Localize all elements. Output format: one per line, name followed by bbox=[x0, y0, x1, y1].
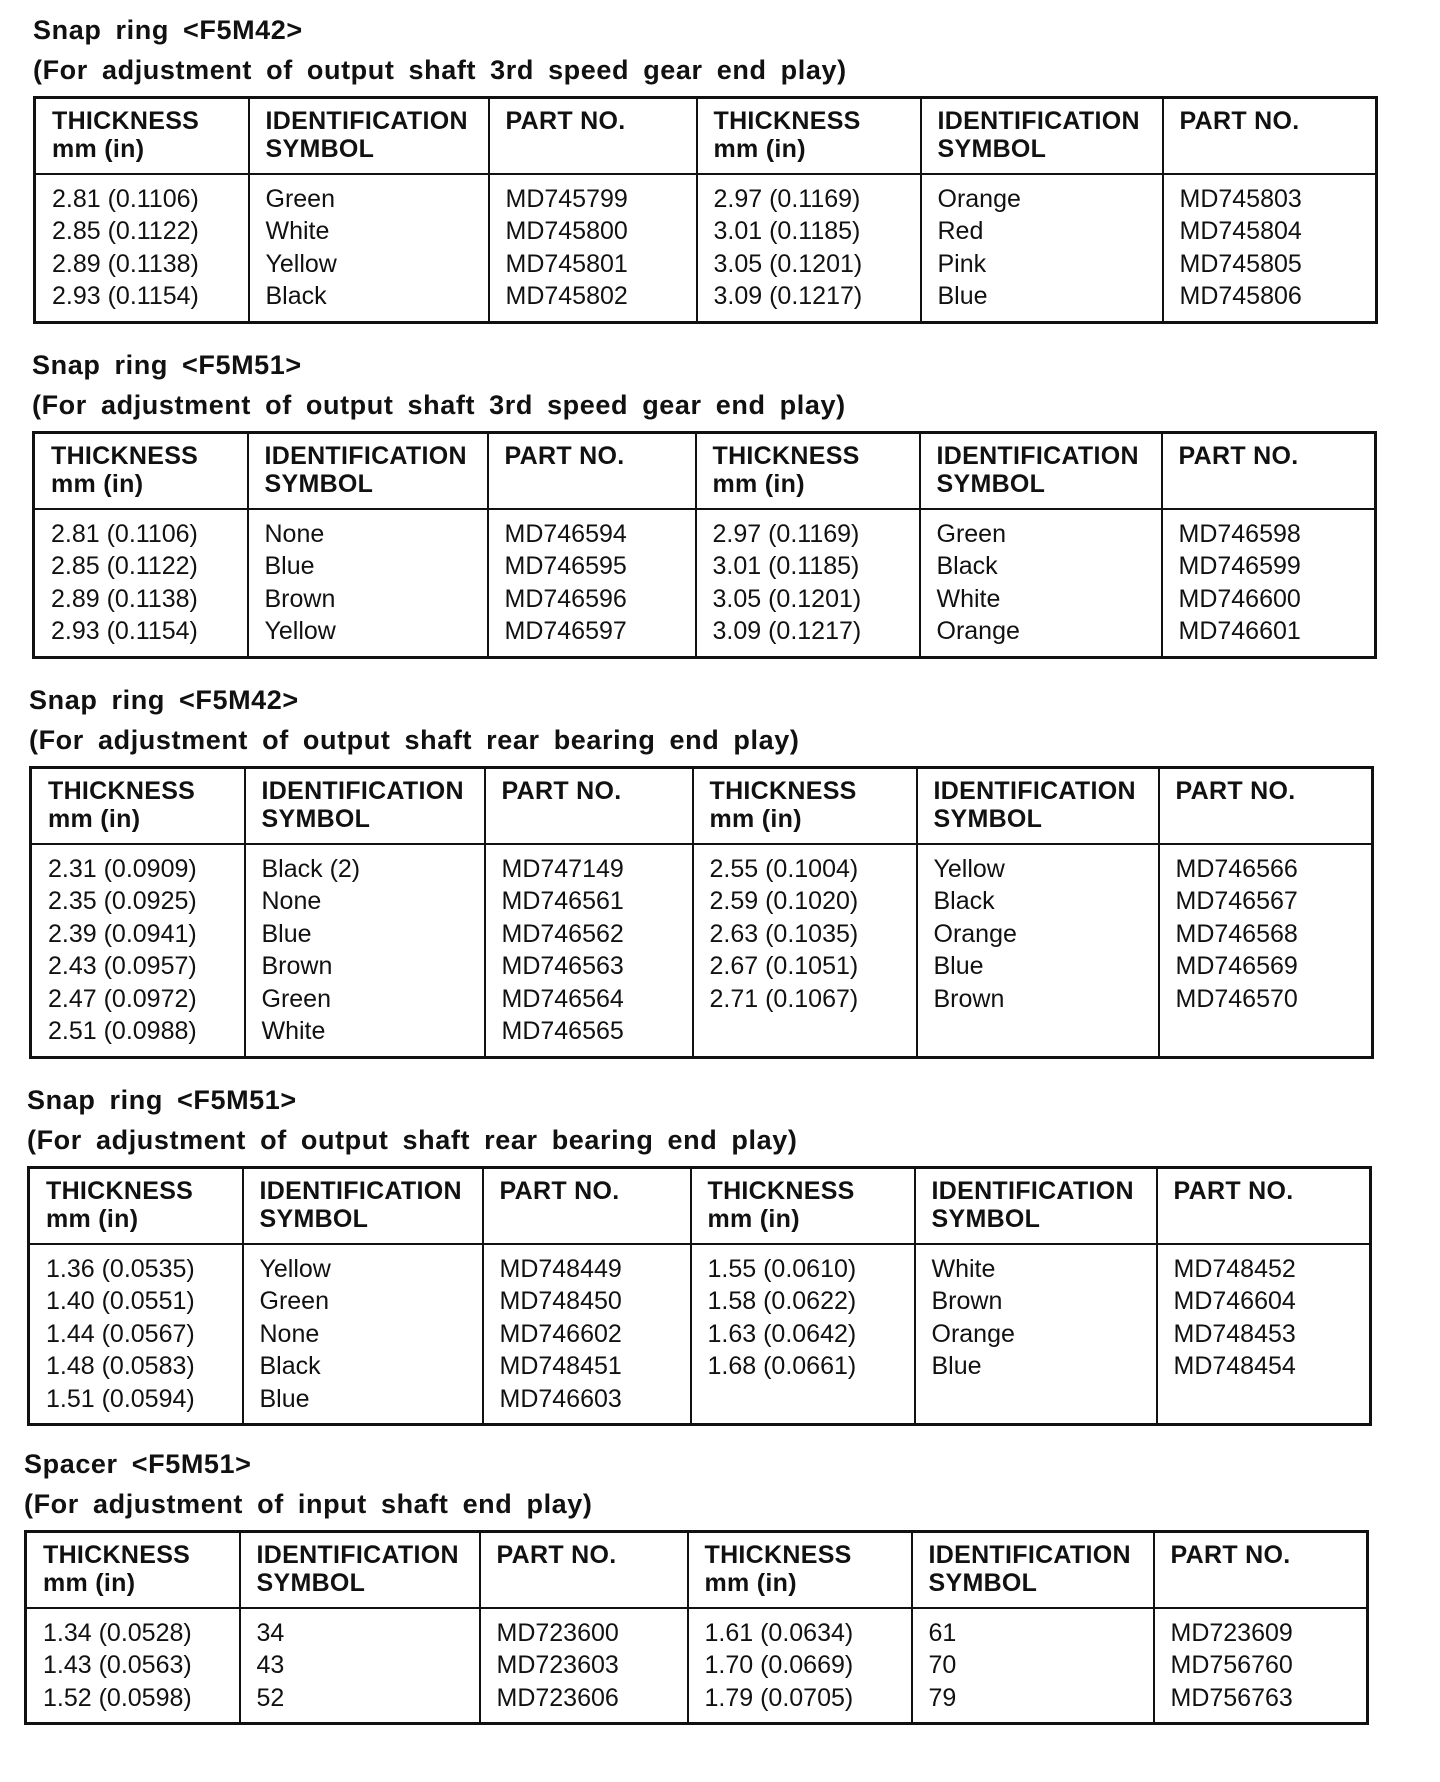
symbol-value: Black bbox=[933, 887, 995, 915]
part-value: MD756760 bbox=[1170, 1651, 1293, 1679]
header-text: IDENTIFICATION bbox=[256, 1541, 459, 1569]
left-symbol-cell bbox=[243, 1244, 483, 1425]
column-header-part-no bbox=[485, 768, 693, 844]
header-text: IDENTIFICATION bbox=[936, 442, 1139, 470]
section-subtitle: (For adjustment of output shaft 3rd speed gear end play) bbox=[32, 390, 846, 420]
header-text: SYMBOL bbox=[928, 1569, 1038, 1597]
header-row bbox=[34, 433, 1376, 509]
section-subtitle: (For adjustment of output shaft rear bearing end play) bbox=[29, 725, 800, 755]
thickness-value: 1.61 (0.0634) bbox=[704, 1618, 854, 1647]
symbol-value: Green bbox=[259, 1287, 329, 1315]
left-symbol-cell bbox=[249, 174, 489, 323]
section-snap-ring-f5m51-3rd-gear bbox=[32, 345, 1377, 659]
thickness-value: 2.47 (0.0972) bbox=[48, 984, 197, 1013]
thickness-value: 2.81 (0.1106) bbox=[52, 184, 199, 213]
header-text: THICKNESS bbox=[52, 107, 200, 135]
part-value: MD723603 bbox=[496, 1651, 619, 1679]
header-text: THICKNESS bbox=[704, 1541, 852, 1569]
column-header-part-no bbox=[489, 98, 697, 174]
thickness-value: 2.55 (0.1004) bbox=[709, 854, 859, 883]
symbol-value: Brown bbox=[931, 1287, 1003, 1315]
column-header-identification-symbol bbox=[240, 1532, 480, 1608]
right-symbol-cell bbox=[920, 509, 1162, 658]
symbol-value: White bbox=[265, 217, 330, 245]
symbol-value: Brown bbox=[261, 952, 333, 980]
thickness-value: 1.63 (0.0642) bbox=[707, 1319, 857, 1348]
column-header-part-no bbox=[1162, 433, 1376, 509]
symbol-value: 34 bbox=[256, 1618, 285, 1647]
left-thickness-cell bbox=[26, 1608, 240, 1724]
symbol-value: Pink bbox=[937, 249, 987, 278]
column-header-thickness bbox=[696, 433, 920, 509]
thickness-value: 1.40 (0.0551) bbox=[46, 1287, 195, 1315]
right-thickness-cell bbox=[693, 844, 917, 1058]
part-value: MD746562 bbox=[501, 919, 624, 948]
left-part-cell bbox=[483, 1244, 691, 1425]
left-thickness-cell bbox=[35, 174, 249, 323]
thickness-value: 3.05 (0.1201) bbox=[712, 584, 862, 613]
thickness-value: 2.85 (0.1122) bbox=[52, 217, 199, 245]
symbol-value: Brown bbox=[264, 584, 336, 613]
column-header-thickness bbox=[34, 433, 248, 509]
spec-table bbox=[33, 96, 1378, 324]
part-value: MD745802 bbox=[505, 282, 628, 310]
part-value: MD745800 bbox=[505, 217, 628, 245]
section-title: Snap ring <F5M51> bbox=[27, 1085, 297, 1115]
column-header-identification-symbol bbox=[917, 768, 1159, 844]
symbol-value: 79 bbox=[928, 1683, 957, 1712]
header-text: IDENTIFICATION bbox=[264, 442, 467, 470]
column-header-part-no bbox=[1154, 1532, 1368, 1608]
section-title: Snap ring <F5M51> bbox=[32, 350, 302, 380]
table-row bbox=[31, 844, 1373, 1058]
symbol-value: 61 bbox=[928, 1618, 957, 1647]
part-value: MD746604 bbox=[1173, 1287, 1296, 1315]
part-value: MD745804 bbox=[1179, 217, 1302, 245]
part-value: MD748454 bbox=[1173, 1352, 1296, 1380]
header-text: SYMBOL bbox=[261, 805, 371, 833]
header-row bbox=[31, 768, 1373, 844]
thickness-value: 2.67 (0.1051) bbox=[709, 952, 859, 980]
thickness-value: 1.79 (0.0705) bbox=[704, 1683, 854, 1712]
thickness-value: 2.43 (0.0957) bbox=[48, 952, 197, 980]
spec-table bbox=[27, 1166, 1372, 1426]
symbol-value: Blue bbox=[931, 1352, 982, 1380]
header-text: IDENTIFICATION bbox=[931, 1177, 1134, 1205]
part-value: MD745799 bbox=[505, 184, 628, 213]
part-value: MD748453 bbox=[1173, 1319, 1296, 1348]
thickness-value: 3.09 (0.1217) bbox=[713, 282, 863, 310]
header-text: THICKNESS bbox=[712, 442, 860, 470]
symbol-value: Orange bbox=[937, 184, 1021, 213]
header-text: IDENTIFICATION bbox=[933, 777, 1136, 805]
header-text: PART NO. bbox=[1170, 1541, 1291, 1569]
part-value: MD746569 bbox=[1175, 952, 1298, 980]
part-value: MD756763 bbox=[1170, 1683, 1293, 1712]
column-header-thickness bbox=[688, 1532, 912, 1608]
thickness-value: 1.68 (0.0661) bbox=[707, 1352, 857, 1380]
column-header-part-no bbox=[1159, 768, 1373, 844]
section-subtitle: (For adjustment of output shaft 3rd speed gear end play) bbox=[33, 55, 847, 85]
spec-table bbox=[29, 766, 1374, 1059]
column-header-thickness bbox=[29, 1168, 243, 1244]
header-text: mm (in) bbox=[43, 1569, 136, 1597]
thickness-value: 1.51 (0.0594) bbox=[46, 1384, 195, 1413]
part-value: MD746567 bbox=[1175, 887, 1298, 915]
symbol-value: Blue bbox=[937, 282, 988, 310]
part-value: MD745801 bbox=[505, 249, 628, 278]
symbol-value: White bbox=[261, 1017, 326, 1045]
thickness-value: 2.97 (0.1169) bbox=[712, 519, 860, 548]
header-text: PART NO. bbox=[1175, 777, 1296, 805]
table-row bbox=[34, 509, 1376, 658]
symbol-value: 43 bbox=[256, 1651, 285, 1679]
symbol-value: Yellow bbox=[933, 854, 1005, 883]
column-header-thickness bbox=[691, 1168, 915, 1244]
right-part-cell bbox=[1162, 509, 1376, 658]
thickness-value: 1.70 (0.0669) bbox=[704, 1651, 854, 1679]
header-text: THICKNESS bbox=[46, 1177, 194, 1205]
part-value: MD745803 bbox=[1179, 184, 1302, 213]
right-part-cell bbox=[1157, 1244, 1371, 1425]
header-text: mm (in) bbox=[713, 135, 806, 163]
thickness-value: 2.63 (0.1035) bbox=[709, 919, 859, 948]
column-header-identification-symbol bbox=[245, 768, 485, 844]
part-value: MD745805 bbox=[1179, 249, 1302, 278]
table-row bbox=[26, 1608, 1368, 1724]
part-value: MD723600 bbox=[496, 1618, 619, 1647]
symbol-value: Brown bbox=[933, 984, 1005, 1013]
part-value: MD746564 bbox=[501, 984, 624, 1013]
symbol-value: None bbox=[259, 1319, 320, 1348]
part-value: MD746603 bbox=[499, 1384, 622, 1413]
section-title: Snap ring <F5M42> bbox=[29, 685, 299, 715]
part-value: MD746599 bbox=[1178, 552, 1301, 580]
section-snap-ring-f5m51-rear-bearing bbox=[27, 1080, 1372, 1426]
part-value: MD723606 bbox=[496, 1683, 619, 1712]
column-header-identification-symbol bbox=[915, 1168, 1157, 1244]
symbol-value: Blue bbox=[259, 1384, 310, 1413]
header-text: mm (in) bbox=[52, 135, 145, 163]
symbol-value: Green bbox=[261, 984, 331, 1013]
left-symbol-cell bbox=[240, 1608, 480, 1724]
part-value: MD745806 bbox=[1179, 282, 1302, 310]
left-thickness-cell bbox=[31, 844, 245, 1058]
left-part-cell bbox=[480, 1608, 688, 1724]
part-value: MD746600 bbox=[1178, 584, 1301, 613]
thickness-value: 1.44 (0.0567) bbox=[46, 1319, 195, 1348]
header-row bbox=[35, 98, 1377, 174]
column-header-thickness bbox=[697, 98, 921, 174]
thickness-value: 1.55 (0.0610) bbox=[707, 1254, 857, 1283]
header-text: mm (in) bbox=[46, 1205, 139, 1233]
part-value: MD746594 bbox=[504, 519, 627, 548]
column-header-identification-symbol bbox=[920, 433, 1162, 509]
thickness-value: 2.31 (0.0909) bbox=[48, 854, 197, 883]
symbol-value: Green bbox=[265, 184, 335, 213]
right-symbol-cell bbox=[912, 1608, 1154, 1724]
part-value: MD748452 bbox=[1173, 1254, 1296, 1283]
symbol-value: Red bbox=[937, 217, 984, 245]
header-text: IDENTIFICATION bbox=[928, 1541, 1131, 1569]
part-value: MD746566 bbox=[1175, 854, 1298, 883]
column-header-part-no bbox=[1157, 1168, 1371, 1244]
part-value: MD746602 bbox=[499, 1319, 622, 1348]
right-symbol-cell bbox=[917, 844, 1159, 1058]
left-thickness-cell bbox=[34, 509, 248, 658]
thickness-value: 2.39 (0.0941) bbox=[48, 919, 197, 948]
header-text: THICKNESS bbox=[707, 1177, 855, 1205]
right-symbol-cell bbox=[921, 174, 1163, 323]
header-text: THICKNESS bbox=[709, 777, 857, 805]
header-text: PART NO. bbox=[499, 1177, 620, 1205]
part-value: MD746568 bbox=[1175, 919, 1298, 948]
column-header-part-no bbox=[488, 433, 696, 509]
section-title: Snap ring <F5M42> bbox=[33, 15, 303, 45]
section-snap-ring-f5m42-3rd-gear bbox=[33, 10, 1378, 324]
thickness-value: 1.48 (0.0583) bbox=[46, 1352, 195, 1380]
part-value: MD747149 bbox=[501, 854, 624, 883]
column-header-identification-symbol bbox=[243, 1168, 483, 1244]
thickness-value: 1.36 (0.0535) bbox=[46, 1254, 195, 1283]
header-text: mm (in) bbox=[48, 805, 141, 833]
right-part-cell bbox=[1154, 1608, 1368, 1724]
symbol-value: None bbox=[264, 519, 325, 548]
thickness-value: 3.01 (0.1185) bbox=[712, 552, 860, 580]
section-subtitle: (For adjustment of input shaft end play) bbox=[24, 1489, 593, 1519]
symbol-value: Black (2) bbox=[261, 854, 361, 883]
thickness-value: 2.85 (0.1122) bbox=[51, 552, 198, 580]
left-part-cell bbox=[485, 844, 693, 1058]
header-text: THICKNESS bbox=[43, 1541, 191, 1569]
symbol-value: White bbox=[936, 584, 1001, 613]
symbol-value: Blue bbox=[261, 919, 312, 948]
header-text: SYMBOL bbox=[256, 1569, 366, 1597]
symbol-value: 52 bbox=[256, 1683, 285, 1712]
part-value: MD746597 bbox=[504, 617, 627, 645]
part-value: MD748451 bbox=[499, 1352, 622, 1380]
spec-table bbox=[24, 1530, 1369, 1725]
part-value: MD746596 bbox=[504, 584, 627, 613]
column-header-part-no bbox=[1163, 98, 1377, 174]
part-value: MD746601 bbox=[1178, 617, 1301, 645]
thickness-value: 2.71 (0.1067) bbox=[709, 984, 859, 1013]
header-text: THICKNESS bbox=[51, 442, 199, 470]
right-thickness-cell bbox=[688, 1608, 912, 1724]
header-text: PART NO. bbox=[1179, 107, 1300, 135]
header-text: PART NO. bbox=[501, 777, 622, 805]
part-value: MD748450 bbox=[499, 1287, 622, 1315]
header-text: PART NO. bbox=[1178, 442, 1299, 470]
symbol-value: Blue bbox=[933, 952, 984, 980]
spec-table bbox=[32, 431, 1377, 659]
symbol-value: Black bbox=[265, 282, 327, 310]
part-value: MD723609 bbox=[1170, 1618, 1293, 1647]
header-text: SYMBOL bbox=[259, 1205, 369, 1233]
section-title: Spacer <F5M51> bbox=[24, 1449, 252, 1479]
symbol-value: Yellow bbox=[264, 617, 336, 645]
symbol-value: Yellow bbox=[265, 249, 337, 278]
table-row bbox=[29, 1244, 1371, 1425]
header-text: mm (in) bbox=[704, 1569, 797, 1597]
header-text: PART NO. bbox=[1173, 1177, 1294, 1205]
part-value: MD746595 bbox=[504, 552, 627, 580]
right-part-cell bbox=[1163, 174, 1377, 323]
part-value: MD746563 bbox=[501, 952, 624, 980]
thickness-value: 1.34 (0.0528) bbox=[43, 1618, 192, 1647]
header-text: SYMBOL bbox=[933, 805, 1043, 833]
thickness-value: 2.35 (0.0925) bbox=[48, 887, 197, 915]
header-text: mm (in) bbox=[709, 805, 802, 833]
symbol-value: None bbox=[261, 887, 322, 915]
symbol-value: Orange bbox=[933, 919, 1017, 948]
right-thickness-cell bbox=[696, 509, 920, 658]
column-header-identification-symbol bbox=[912, 1532, 1154, 1608]
symbol-value: 70 bbox=[928, 1651, 957, 1679]
symbol-value: Black bbox=[259, 1352, 321, 1380]
thickness-value: 2.97 (0.1169) bbox=[713, 184, 861, 213]
header-text: IDENTIFICATION bbox=[937, 107, 1140, 135]
part-value: MD748449 bbox=[499, 1254, 622, 1283]
thickness-value: 2.59 (0.1020) bbox=[709, 887, 859, 915]
right-thickness-cell bbox=[697, 174, 921, 323]
part-value: MD746570 bbox=[1175, 984, 1298, 1013]
header-text: THICKNESS bbox=[48, 777, 196, 805]
thickness-value: 2.89 (0.1138) bbox=[52, 249, 199, 278]
header-text: IDENTIFICATION bbox=[265, 107, 468, 135]
header-text: SYMBOL bbox=[264, 470, 374, 498]
thickness-value: 2.81 (0.1106) bbox=[51, 519, 198, 548]
header-text: SYMBOL bbox=[937, 135, 1047, 163]
thickness-value: 1.52 (0.0598) bbox=[43, 1683, 192, 1712]
column-header-thickness bbox=[31, 768, 245, 844]
left-thickness-cell bbox=[29, 1244, 243, 1425]
left-part-cell bbox=[488, 509, 696, 658]
header-text: mm (in) bbox=[712, 470, 805, 498]
header-text: SYMBOL bbox=[931, 1205, 1041, 1233]
header-text: SYMBOL bbox=[265, 135, 375, 163]
symbol-value: Orange bbox=[936, 617, 1020, 645]
part-value: MD746598 bbox=[1178, 519, 1301, 548]
symbol-value: White bbox=[931, 1254, 996, 1283]
section-subtitle: (For adjustment of output shaft rear bearing end play) bbox=[27, 1125, 798, 1155]
header-text: IDENTIFICATION bbox=[259, 1177, 462, 1205]
left-part-cell bbox=[489, 174, 697, 323]
part-value: MD746565 bbox=[501, 1017, 624, 1045]
header-text: SYMBOL bbox=[936, 470, 1046, 498]
symbol-value: Blue bbox=[264, 552, 315, 580]
left-symbol-cell bbox=[248, 509, 488, 658]
thickness-value: 3.05 (0.1201) bbox=[713, 249, 863, 278]
thickness-value: 3.09 (0.1217) bbox=[712, 617, 862, 645]
column-header-thickness bbox=[35, 98, 249, 174]
thickness-value: 1.43 (0.0563) bbox=[43, 1651, 192, 1679]
header-row bbox=[29, 1168, 1371, 1244]
left-symbol-cell bbox=[245, 844, 485, 1058]
column-header-identification-symbol bbox=[249, 98, 489, 174]
header-row bbox=[26, 1532, 1368, 1608]
thickness-value: 3.01 (0.1185) bbox=[713, 217, 861, 245]
header-text: PART NO. bbox=[496, 1541, 617, 1569]
table-row bbox=[35, 174, 1377, 323]
column-header-part-no bbox=[480, 1532, 688, 1608]
symbol-value: Green bbox=[936, 519, 1006, 548]
symbol-value: Black bbox=[936, 552, 998, 580]
column-header-thickness bbox=[693, 768, 917, 844]
column-header-thickness bbox=[26, 1532, 240, 1608]
right-thickness-cell bbox=[691, 1244, 915, 1425]
part-value: MD746561 bbox=[501, 887, 624, 915]
thickness-value: 2.93 (0.1154) bbox=[51, 617, 198, 645]
header-text: THICKNESS bbox=[713, 107, 861, 135]
section-snap-ring-f5m42-rear-bearing bbox=[29, 680, 1374, 1059]
header-text: PART NO. bbox=[504, 442, 625, 470]
symbol-value: Yellow bbox=[259, 1254, 331, 1283]
header-text: PART NO. bbox=[505, 107, 626, 135]
right-part-cell bbox=[1159, 844, 1373, 1058]
thickness-value: 2.93 (0.1154) bbox=[52, 282, 199, 310]
column-header-identification-symbol bbox=[921, 98, 1163, 174]
column-header-identification-symbol bbox=[248, 433, 488, 509]
symbol-value: Orange bbox=[931, 1319, 1015, 1348]
thickness-value: 1.58 (0.0622) bbox=[707, 1287, 857, 1315]
thickness-value: 2.89 (0.1138) bbox=[51, 584, 198, 613]
header-text: IDENTIFICATION bbox=[261, 777, 464, 805]
thickness-value: 2.51 (0.0988) bbox=[48, 1017, 197, 1045]
header-text: mm (in) bbox=[51, 470, 144, 498]
column-header-part-no bbox=[483, 1168, 691, 1244]
header-text: mm (in) bbox=[707, 1205, 800, 1233]
right-symbol-cell bbox=[915, 1244, 1157, 1425]
section-spacer-f5m51-input-shaft bbox=[24, 1444, 1369, 1725]
